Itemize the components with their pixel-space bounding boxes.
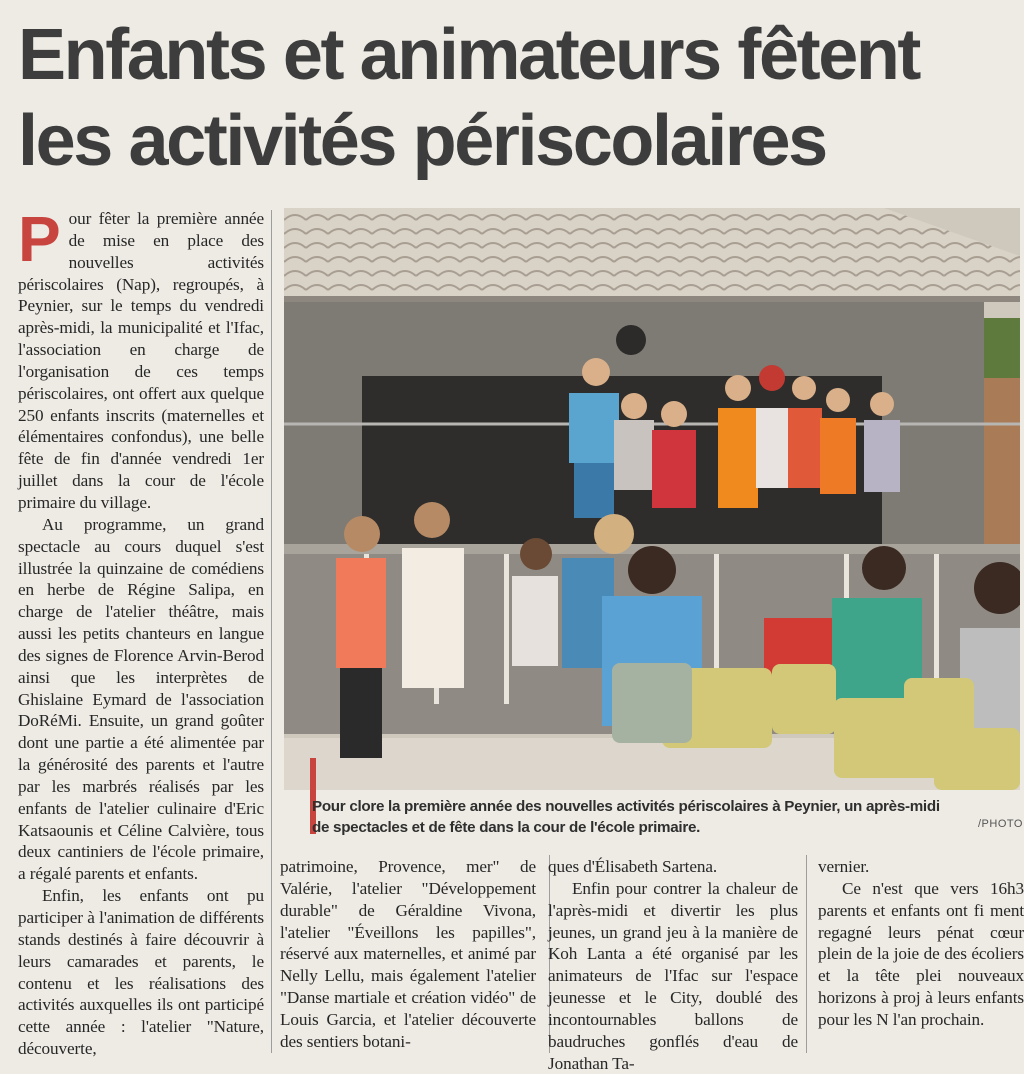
paragraph-koh-lanta: Enfin pour contrer la chaleur de l'après-midi et divertir les plus jeunes, un grand jeu à la manière de Koh Lanta a été organisé par les animateurs de l'Ifac sur l'espace jeunesse et le City, doublé des incontournables ballons de baudruches gonflés d'eau de Jonathan Ta- [548, 878, 798, 1073]
column-rule [806, 855, 807, 1053]
paragraph-continuation-2: vernier. [818, 857, 870, 876]
paragraph-intro-text: our fêter la première année de mise en place des nouvelles activités périscolaires (Nap), regroupés, à Peynier, sur le temps du vendredi après-midi, la municipalité et l'Ifac, l'association en charge de l'organisation de ces temps périscolaires, ont offert aux quelque 250 enfants inscrits (maternelles et élémentaires confondus), une belle fête de fin d'année vendredi 1er juillet dans la cour de l'école primaire du village. [18, 209, 264, 512]
column-2 [280, 856, 536, 1053]
drop-cap: P [18, 203, 61, 275]
column-3 [548, 856, 798, 1074]
photo-caption [312, 796, 1022, 838]
column-rule [271, 210, 272, 1053]
paragraph-ateliers: patrimoine, Provence, mer" de Valérie, l'atelier "Développement durable" de Géraldine Vivona, l'atelier "Éveillons les papilles", réservé aux maternelles, et animé par Nelly Lellu, mais également l'atelier "Danse martiale et création vidéo" de Louis Garcia, et l'atelier découverte des sentiers botani- [280, 857, 536, 1051]
headline-line-1: Enfants et animateurs fêtent [18, 15, 920, 95]
caption-line-1: Pour clore la première année des nouvelles activités périscolaires à Peynier, un après-midi [312, 798, 940, 815]
caption-line-2: de spectacles et de fête dans la cour de l'école primaire. [312, 819, 701, 836]
column-1 [18, 203, 264, 1060]
paragraph-intro [18, 203, 264, 514]
photo-credit: /PHOTO [978, 818, 1023, 830]
headline-line-2: les activités périscolaires [18, 101, 826, 181]
paragraph-programme: Au programme, un grand spectacle au cours duquel s'est illustrée la quinzaine de comédiens en herbe de Régine Salipa, en charge de l'atelier théâtre, mais aussi les petits chanteurs en langue des signes de Florence Arvin-Berod ainsi que les interprètes de Ghislaine Eymard de l'association DoRéMi. Ensuite, un grand goûter dont une partie a été alimentée par la générosité des parents et l'autre par les marbrés réalisés par les enfants de l'atelier culinaire d'Eric Katsaounis et Céline Calvière, tous deux cantiniers de l'école primaire, a régalé parents et enfants. [18, 514, 264, 884]
headline [18, 12, 1024, 184]
column-4 [818, 856, 1024, 1053]
paragraph-stands: Enfin, les enfants ont pu participer à l'animation de différents stands destinés à faire découvrir à leurs camarades et parents, le contenu et les réalisations des activités auxquelles ils ont participé cette année : l'atelier "Nature, découverte, [18, 886, 264, 1059]
paragraph-continuation: ques d'Élisabeth Sartena. [548, 857, 718, 876]
event-photo [284, 208, 1020, 790]
paragraph-closing: Ce n'est que vers 16h3 parents et enfants ont fi ment regagné leurs pénat cœur plein de la joie de des écoliers et la tête plei nouveaux horizons à proj à leurs enfants pour les N l'an prochain. [818, 878, 1024, 1029]
